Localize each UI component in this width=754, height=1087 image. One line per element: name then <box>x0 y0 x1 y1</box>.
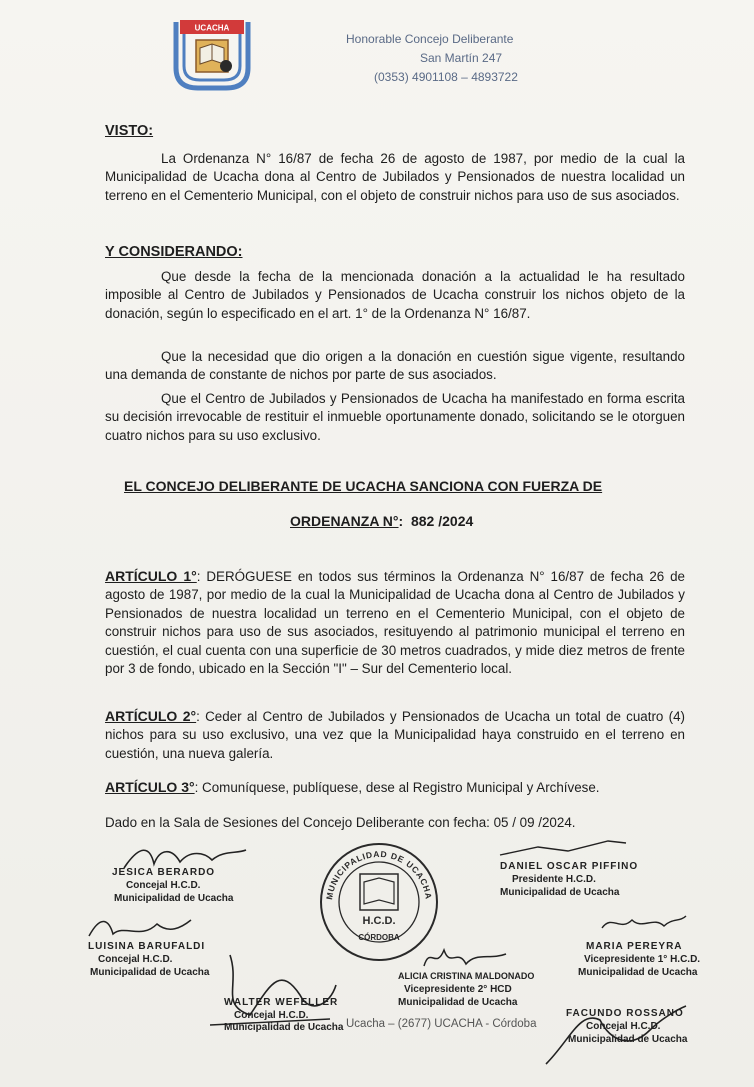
signatory-role: Concejal H.C.D. <box>234 1010 309 1021</box>
signature-rossano <box>566 1007 687 1046</box>
considerando-paragraph-3: Que el Centro de Jubilados y Pensionados de Ucacha ha manifestado en forma escrita su decisión irrevocable de restituir el inmueble oportunamente donado, solicitando se le otorguen cuatro nichos para su uso exclusivo. <box>105 391 685 443</box>
signatory-org: Municipalidad de Ucacha <box>568 1034 688 1045</box>
signatory-role: Concejal H.C.D. <box>98 954 173 965</box>
signatory-role: Vicepresidente 1° H.C.D. <box>584 954 701 965</box>
article-1 <box>105 567 685 678</box>
signature-scrawl-2 <box>498 835 628 863</box>
seal-bottom-text: CÓRDOBA <box>358 933 400 942</box>
considerando-heading: Y CONSIDERANDO: <box>105 244 243 260</box>
ordenanza-number-line <box>290 513 473 529</box>
sanciona-heading: EL CONCEJO DELIBERANTE DE UCACHA SANCIONA CON FUERZA DE <box>124 478 603 494</box>
signatory-name: DANIEL OSCAR PIFFINO <box>500 861 639 872</box>
signature-piffino <box>500 860 638 899</box>
signature-scrawl-4 <box>598 908 688 938</box>
seal-top-text: MUNICIPALIDAD DE UCACHA <box>324 848 434 901</box>
visto-heading: VISTO: <box>105 123 154 139</box>
footer-address: Ucacha – (2677) UCACHA - Córdoba <box>346 1018 537 1030</box>
org-header <box>346 30 518 87</box>
signature-pereyra <box>578 940 700 979</box>
considerando-paragraph-1: Que desde la fecha de la mencionada donación a la actualidad le ha resultado imposible al Centro de Jubilados y Pensionados de Ucacha construir los nichos objeto de la donación, según lo especificado en el art. 1° de la Ordenanza N° 16/87. <box>105 269 685 321</box>
seal-center-text: H.C.D. <box>362 915 396 927</box>
signature-maldonado <box>398 970 534 1009</box>
signatory-role: Presidente H.C.D. <box>512 874 596 885</box>
municipal-seal <box>314 838 444 964</box>
considerando-paragraph-2: Que la necesidad que dio origen a la donación en cuestión sigue vigente, resultando una demanda de constante de nichos por parte de sus asociados. <box>105 349 685 383</box>
ordenanza-number: 882 /2024 <box>410 513 474 529</box>
signatory-name: JESICA BERARDO <box>112 867 216 878</box>
ucacha-crest-logo <box>170 18 254 92</box>
signatory-org: Municipalidad de Ucacha <box>114 893 234 904</box>
signatory-org: Municipalidad de Ucacha <box>578 967 698 978</box>
article-1-text: : DERÓGUESE en todos sus términos la Ordenanza N° 16/87 de fecha 26 de agosto de 1987, por medio de la cual la Municipalidad de Ucacha dona al Centro de Jubilados y Pensionados de nuestra localidad un terreno en el Cementerio Municipal, con el objeto de construir nichos para uso de sus asociados, resituyendo al patrimonio municipal el terreno en cuestión, el cual cuenta con una superficie de 30 metros cuadrados, y mide diez metros de frente por 3 de fondo, ubicado en la Sección "I" – Sur del Cementerio local. <box>105 569 685 677</box>
dado-line: Dado en la Sala de Sesiones del Concejo Deliberante con fecha: 05 / 09 /2024. <box>105 815 576 830</box>
signature-barufaldi <box>88 940 209 979</box>
article-2 <box>105 707 685 763</box>
signature-berardo <box>112 866 233 905</box>
org-address: San Martín 247 <box>420 51 503 65</box>
signature-wefeller <box>224 996 338 1022</box>
signatory-role: Concejal H.C.D. <box>586 1021 661 1032</box>
article-3-label: ARTÍCULO 3° <box>105 779 195 795</box>
ordenanza-label: ORDENANZA N° <box>290 513 399 529</box>
article-3 <box>105 778 685 797</box>
article-3-text: : Comuníquese, publíquese, dese al Registro Municipal y Archívese. <box>194 780 600 795</box>
org-name: Honorable Concejo Deliberante <box>346 32 514 46</box>
article-1-label: ARTÍCULO 1° <box>105 568 197 584</box>
signatory-name: ALICIA CRISTINA MALDONADO <box>398 971 535 981</box>
article-2-label: ARTÍCULO 2° <box>105 708 197 724</box>
signatory-name: LUISINA BARUFALDI <box>88 941 206 952</box>
article-2-text: : Ceder al Centro de Jubilados y Pensionados de Ucacha un total de cuatro (4) nichos para su uso exclusivo, una vez que la Municipalidad haya construido en el terreno en cuestión, una nueva galería. <box>105 709 685 761</box>
signatory-name: WALTER WEFELLER <box>224 997 339 1008</box>
signatory-org: Municipalidad de Ucacha <box>398 997 518 1008</box>
signatory-role: Vicepresidente 2° HCD <box>404 984 512 995</box>
org-phone: (0353) 4901108 – 4893722 <box>374 70 518 84</box>
wefeller-org: Municipalidad de Ucacha <box>224 1022 344 1033</box>
svg-text:UCACHA: UCACHA <box>194 23 230 33</box>
signatory-org: Municipalidad de Ucacha <box>90 967 210 978</box>
signatory-org: Municipalidad de Ucacha <box>500 887 620 898</box>
signatory-name: MARIA PEREYRA <box>586 941 683 952</box>
ordenanza-separator: : <box>398 513 404 529</box>
signatory-name: FACUNDO ROSSANO <box>566 1008 684 1019</box>
visto-paragraph: La Ordenanza N° 16/87 de fecha 26 de agosto de 1987, por medio de la cual la Municipalidad de Ucacha dona al Centro de Jubilados y Pensionados de nuestra localidad un terreno en el Cementerio Municipal, con el objeto de construir nichos para uso de sus asociados. <box>105 151 685 203</box>
signatory-role: Concejal H.C.D. <box>126 880 201 891</box>
